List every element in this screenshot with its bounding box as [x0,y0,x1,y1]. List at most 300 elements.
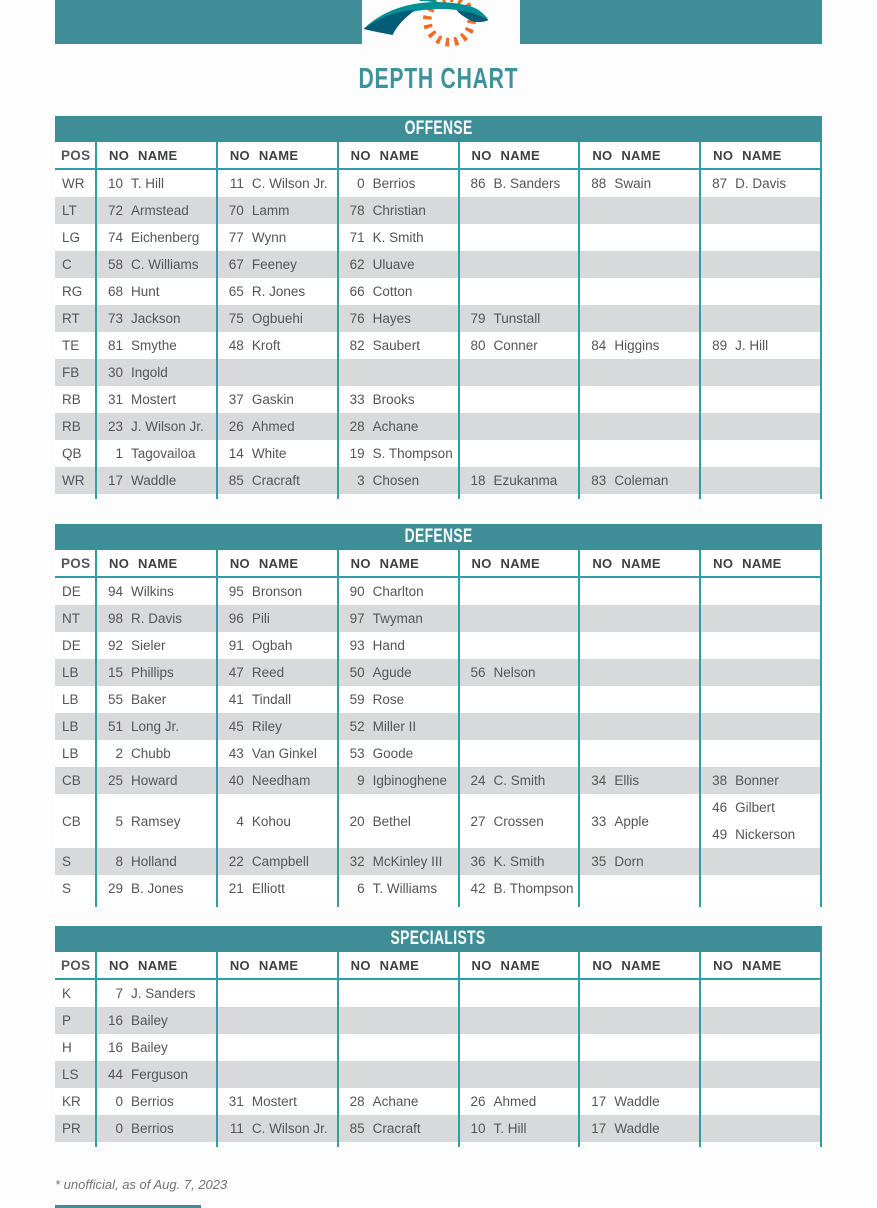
player-cell [460,767,581,794]
player-name: Dorn [614,854,644,869]
table-row [55,467,822,494]
overhang-cell [97,1142,218,1147]
table-row [55,1061,822,1088]
player-number: 79 [470,311,486,326]
table-row [55,605,822,632]
player-cell [218,305,339,332]
player-entry [218,440,337,467]
player-name: K. Smith [372,230,424,245]
player-name: Ezukanma [493,473,558,488]
column-header: NO NAME [97,550,218,576]
player-name: B. Sanders [493,176,561,191]
player-cell [460,386,581,413]
player-cell [580,980,701,1007]
player-cell [701,713,822,740]
player-number: 91 [228,638,244,653]
player-cell [339,224,460,251]
player-number: 45 [228,719,244,734]
player-name: Waddle [614,1121,660,1136]
overhang-cell [218,1142,339,1147]
player-number: 84 [591,338,607,353]
player-name: Eichenberg [131,230,200,245]
player-name: Waddle [614,1094,660,1109]
player-name: Berrios [131,1121,174,1136]
player-entry [339,659,458,686]
player-cell [339,848,460,875]
player-cell [701,413,822,440]
player-name: Crossen [493,813,544,829]
player-cell [580,170,701,197]
player-cell [218,251,339,278]
player-entry [97,686,216,713]
player-number: 15 [107,665,123,680]
player-name: Cracraft [372,1121,421,1136]
player-cell [339,659,460,686]
player-number: 71 [349,230,365,245]
player-number: 41 [228,692,244,707]
player-number: 75 [228,311,244,326]
player-number: 76 [349,311,365,326]
player-entry [460,848,579,875]
column-header: NO NAME [218,142,339,168]
player-cell [580,1115,701,1142]
player-name: Baker [131,692,167,707]
player-number: 9 [357,773,365,788]
player-entry [701,767,820,794]
player-name: Agude [372,665,412,680]
table-title: OFFENSE [404,118,473,139]
player-number: 74 [107,230,123,245]
player-entry [339,808,458,835]
player-number: 26 [470,1094,486,1109]
player-entry [218,578,337,605]
player-number: 83 [591,473,607,488]
player-cell [97,386,218,413]
player-number: 32 [349,854,365,869]
player-cell [339,359,460,386]
player-number: 96 [228,611,244,626]
player-cell [97,1115,218,1142]
player-name: Pili [251,611,270,626]
player-name: Hand [372,638,405,653]
player-cell [460,305,581,332]
player-entry [97,170,216,197]
player-number: 73 [107,311,123,326]
player-name: Swain [614,176,652,191]
column-header: NO NAME [580,142,701,168]
player-name: Igbinoghene [372,773,447,788]
player-entry [97,1115,216,1142]
player-cell [97,659,218,686]
player-entry [97,197,216,224]
player-cell [460,467,581,494]
player-name: Tindall [251,692,292,707]
player-cell [460,1061,581,1088]
player-cell [218,848,339,875]
player-number: 50 [349,665,365,680]
player-name: B. Jones [131,881,184,896]
player-cell [580,740,701,767]
player-cell [97,1088,218,1115]
player-entry [218,875,337,902]
offense-table [55,116,822,499]
player-cell [701,875,822,902]
player-name: C. Wilson Jr. [251,176,328,191]
player-cell [701,686,822,713]
player-entry [460,305,579,332]
overhang-cell [580,494,701,499]
player-cell [580,359,701,386]
player-entry [339,413,458,440]
player-cell [97,359,218,386]
player-entry [339,440,458,467]
player-entry [218,332,337,359]
player-entry [97,332,216,359]
table-row [55,578,822,605]
player-number: 43 [228,746,244,761]
player-entry [339,740,458,767]
overhang-cell [580,902,701,907]
player-number: 49 [712,827,728,842]
pos-cell: LB [55,686,97,713]
player-number: 93 [349,638,365,653]
player-entry [218,197,337,224]
player-cell [701,197,822,224]
table-row [55,1115,822,1142]
pos-cell: DE [55,578,97,605]
player-cell [701,251,822,278]
player-number: 42 [470,881,486,896]
player-entry [97,413,216,440]
player-entry [218,740,337,767]
player-cell [460,848,581,875]
player-cell [97,1007,218,1034]
player-number: 29 [107,881,123,896]
column-header: NO NAME [339,550,460,576]
player-name: Achane [372,1094,419,1109]
overhang-cell [97,494,218,499]
player-entry [97,359,216,386]
table-banner [55,116,822,142]
player-name: Hunt [131,284,160,299]
player-number: 17 [591,1121,607,1136]
player-cell [460,1007,581,1034]
pos-cell: LB [55,713,97,740]
player-entry [339,386,458,413]
player-entry [339,278,458,305]
player-entry [701,821,820,848]
overhang-cell [580,1142,701,1147]
player-cell [701,1007,822,1034]
player-cell [339,740,460,767]
player-number: 40 [228,773,244,788]
column-header: NO NAME [701,142,822,168]
player-name: K. Smith [493,854,545,869]
player-number: 68 [107,284,123,299]
player-cell [97,578,218,605]
player-cell [218,875,339,902]
player-cell [339,386,460,413]
player-number: 0 [115,1094,123,1109]
player-name: Bethel [372,813,411,829]
player-cell [97,1034,218,1061]
player-entry [339,170,458,197]
player-name: T. Hill [493,1121,527,1136]
player-cell [580,1088,701,1115]
player-cell [339,278,460,305]
player-cell [460,875,581,902]
player-cell [580,578,701,605]
player-cell [460,359,581,386]
player-number: 25 [107,773,123,788]
player-number: 28 [349,1094,365,1109]
page-title-wrap [55,63,822,95]
player-name: Ferguson [131,1067,189,1082]
player-entry [218,413,337,440]
player-entry [218,224,337,251]
player-entry [580,332,699,359]
player-number: 30 [107,365,123,380]
player-cell [339,686,460,713]
player-cell [218,1007,339,1034]
pos-cell: CB [55,767,97,794]
player-name: Howard [131,773,178,788]
player-cell [460,659,581,686]
table-row [55,767,822,794]
player-entry [97,1007,216,1034]
player-number: 78 [349,203,365,218]
player-cell [580,1061,701,1088]
player-cell [218,713,339,740]
player-cell [97,740,218,767]
player-cell [218,440,339,467]
player-entry [218,278,337,305]
player-name: Van Ginkel [251,746,317,761]
player-number: 94 [107,584,123,599]
pos-cell: LG [55,224,97,251]
player-cell [701,386,822,413]
table-overhang [55,902,822,907]
player-cell [580,632,701,659]
player-name: Conner [493,338,538,353]
player-number: 22 [228,854,244,869]
player-number: 11 [229,176,244,191]
player-cell [701,332,822,359]
player-cell [460,332,581,359]
pos-cell: KR [55,1088,97,1115]
player-entry [97,278,216,305]
player-cell [580,605,701,632]
pos-cell: H [55,1034,97,1061]
table-row [55,848,822,875]
player-cell [339,440,460,467]
player-entry [218,1088,337,1115]
player-entry [460,467,579,494]
player-entry [218,467,337,494]
overhang-cell [339,494,460,499]
player-entry [97,980,216,1007]
column-header: NO NAME [460,550,581,576]
table-overhang [55,494,822,499]
player-cell [97,197,218,224]
player-name: Kroft [251,338,281,353]
player-name: Phillips [131,665,174,680]
player-number: 17 [591,1094,607,1109]
player-entry [218,305,337,332]
table-header-row [55,550,822,578]
player-cell [218,740,339,767]
player-entry [218,848,337,875]
player-entry [97,659,216,686]
player-cell [460,1034,581,1061]
masthead [55,0,822,47]
player-entry [97,1088,216,1115]
player-number: 67 [228,257,244,272]
player-name: Elliott [251,881,285,896]
player-cell [97,251,218,278]
player-number: 82 [349,338,365,353]
player-number: 89 [712,338,728,353]
player-entry [339,686,458,713]
overhang-cell [460,902,581,907]
player-name: Lamm [251,203,290,218]
pos-cell: RT [55,305,97,332]
player-cell [701,1088,822,1115]
player-name: J. Wilson Jr. [131,419,204,434]
player-number: 23 [107,419,123,434]
pos-header: POS [55,550,97,576]
overhang-cell [460,1142,581,1147]
player-name: Ellis [614,773,640,788]
player-cell [97,875,218,902]
player-name: Gaskin [251,392,294,407]
player-name: Jackson [131,311,181,326]
player-cell [339,767,460,794]
overhang-cell [701,902,822,907]
player-cell [97,605,218,632]
player-name: Coleman [614,473,669,488]
player-cell [580,467,701,494]
player-cell [701,359,822,386]
player-number: 58 [107,257,123,272]
player-name: T. Williams [372,881,438,896]
player-entry [218,605,337,632]
player-cell [701,1034,822,1061]
player-cell [97,440,218,467]
player-number: 66 [349,284,365,299]
player-cell [218,605,339,632]
table-row [55,794,822,848]
player-name: Brooks [372,392,415,407]
player-name: Wynn [251,230,287,245]
player-cell [218,659,339,686]
table-row [55,197,822,224]
player-cell [97,224,218,251]
player-entry [701,170,820,197]
player-name: Rose [372,692,405,707]
table-row [55,440,822,467]
player-name: Nickerson [735,827,796,842]
player-name: Smythe [131,338,177,353]
player-cell [97,848,218,875]
player-number: 33 [349,392,365,407]
pos-cell: DE [55,632,97,659]
player-entry [97,386,216,413]
player-entry [218,686,337,713]
player-entry [339,224,458,251]
player-number: 6 [357,881,365,896]
player-cell [218,1061,339,1088]
player-entry [97,875,216,902]
pos-cell: S [55,875,97,902]
player-number: 85 [349,1121,365,1136]
column-header: NO NAME [218,550,339,576]
pos-cell: LB [55,659,97,686]
player-cell [701,1061,822,1088]
player-number: 65 [228,284,244,299]
player-cell [97,305,218,332]
table-row [55,1007,822,1034]
player-cell [701,278,822,305]
table-row [55,659,822,686]
player-name: S. Thompson [372,446,453,461]
player-name: Feeney [251,257,297,272]
player-cell [339,332,460,359]
player-name: Ramsey [131,813,181,829]
player-entry [339,713,458,740]
pos-cell: RG [55,278,97,305]
page-title: DEPTH CHART [358,63,519,95]
player-entry [97,251,216,278]
player-cell [97,332,218,359]
player-entry [339,605,458,632]
player-cell [580,413,701,440]
footnote: * unofficial, as of Aug. 7, 2023 [55,1177,228,1192]
player-cell [460,578,581,605]
player-number: 37 [228,392,244,407]
player-entry [339,251,458,278]
player-cell [580,305,701,332]
player-cell [701,467,822,494]
player-entry [460,875,579,902]
player-name: Berrios [131,1094,174,1109]
player-cell [701,224,822,251]
player-name: Kohou [251,813,291,829]
player-cell [218,980,339,1007]
player-number: 97 [349,611,365,626]
player-number: 81 [107,338,123,353]
player-cell [339,467,460,494]
player-cell [218,794,339,848]
player-cell [460,605,581,632]
player-name: Wilkins [131,584,174,599]
player-number: 26 [228,419,244,434]
player-cell [460,713,581,740]
player-cell [580,440,701,467]
player-number: 27 [470,813,486,829]
player-entry [580,848,699,875]
player-number: 19 [349,446,365,461]
header-bar-right [520,0,822,44]
player-name: Long Jr. [131,719,180,734]
player-entry [580,808,699,835]
player-cell [218,332,339,359]
table-row [55,632,822,659]
player-number: 77 [228,230,244,245]
player-cell [97,278,218,305]
player-entry [97,848,216,875]
overhang-cell [460,494,581,499]
